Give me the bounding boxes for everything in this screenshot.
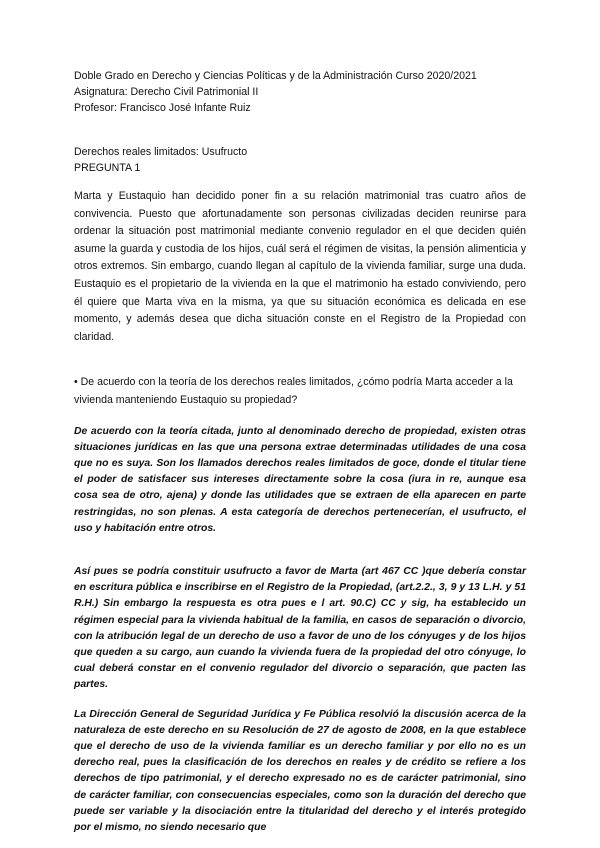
answer-paragraph-1: De acuerdo con la teoría citada, junto al denominado derecho de propiedad, existen otras situaciones jurídicas en las que una persona extrae determinadas utilidades de una cosa que no es suya. Son los llamados derechos reales limitados de goce, donde el titular tiene el poder de satisfacer sus intereses directamente sobre la cosa (iura in re, aunque esa cosa sea de otro, ajena) y donde las utilidades que se extraen de ella aparecen en parte restringidas, no son plenas. A esta categoría de derechos pertenecerían, el usufructo, el uso y habitación entre otros.	[74, 425, 526, 534]
course-line: Doble Grado en Derecho y Ciencias Políticas y de la Administración Curso 2020/2021	[74, 70, 477, 82]
answer-paragraph-3: La Dirección General de Seguridad Jurídica y Fe Pública resolvió la discusión acerca de la naturaleza de este derecho en su Resolución de 27 de agosto de 2008, en la que establece que el derecho de uso de la vivienda familiar es un derecho familiar y por ello no es un derecho real, pues la clasificación de los derechos en reales y de crédito se refiere a los derechos de tipo patrimonial, y el derecho expresado no es de carácter patrimonial, sino de carácter familiar, con consecuencias especiales, como son la duración del derecho que puede ser variable y la disociación entre la titularidad del derecho y el interés protegido por el mismo, no siendo necesario que	[74, 708, 526, 833]
topic-title: Derechos reales limitados: Usufructo	[74, 146, 248, 158]
question-text: • De acuerdo con la teoría de los derechos reales limitados, ¿cómo podría Marta acceder a la vivienda manteniendo Eustaquio su propiedad?	[74, 376, 513, 406]
question-label: PREGUNTA 1	[74, 162, 141, 174]
case-statement: Marta y Eustaquio han decidido poner fin a su relación matrimonial tras cuatro años de convivencia. Puesto que afortunadamente son personas civilizadas deciden reunirse para ordenar la situación post matrimonial mediante convenio regulador en el que deciden quién asume la guarda y custodia de los hijos, cuál será el régimen de visitas, la pensión alimenticia y otros extremos. Sin embargo, cuando llegan al capítulo de la vivienda familiar, surge una duda. Eustaquio es el propietario de la vivienda en la que el matrimonio ha estado conviviendo, pero él quiere que Marta viva en la misma, ya que su situación económica es delicada en ese momento, y además desea que dicha situación conste en el Registro de la Propiedad con claridad.	[74, 190, 526, 343]
professor-line: Profesor: Francisco José Infante Ruiz	[74, 102, 251, 114]
document-page	[74, 68, 526, 836]
subject-line: Asignatura: Derecho Civil Patrimonial II	[74, 86, 259, 98]
answer-paragraph-2: Así pues se podría constituir usufructo a favor de Marta (art 467 CC )que debería constar en escritura pública e inscribirse en el Registro de la Propiedad, (art.2.2., 3, 9 y 13 L.H. y 51 R.H.) Sin embargo la respuesta es otra pues e l art. 90.C) CC y sig, ha establecido un régimen especial para la vivienda habitual de la familia, en casos de separación o divorcio, con la atribución legal de un derecho de uso a favor de uno de los cónyuges y de los hijos que queden a su cargo, aun cuando la vivienda fuera de la propiedad del otro cónyuge, lo cual deberá constar en el convenio regulador del divorcio o separación, que pacten las partes.	[74, 565, 526, 691]
